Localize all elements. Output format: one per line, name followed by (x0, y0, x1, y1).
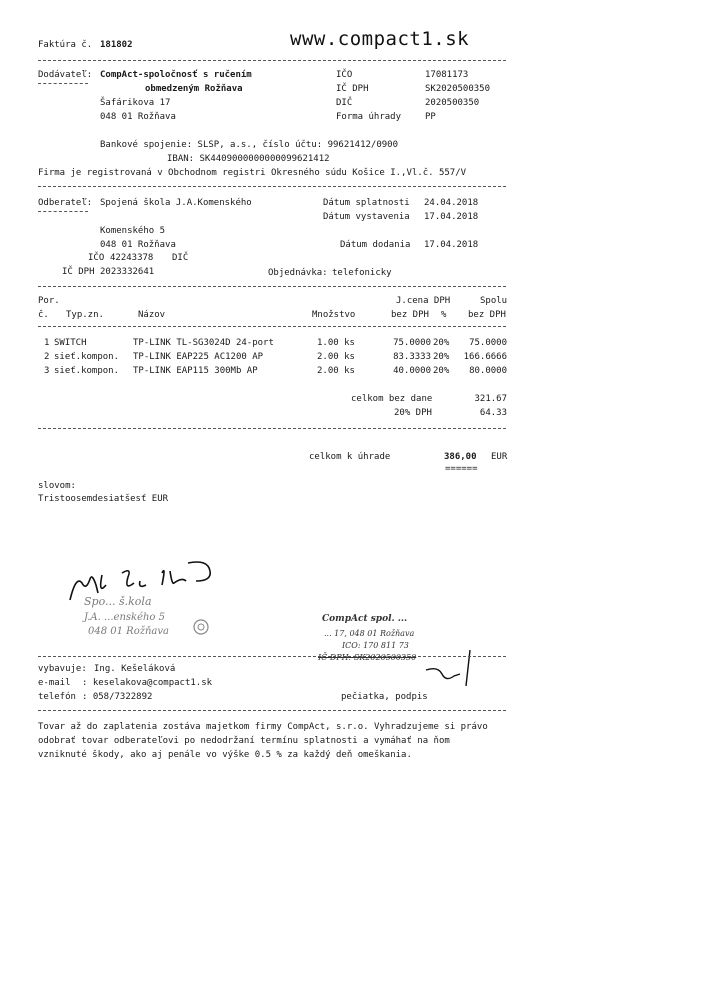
supplier-name-1: CompAct-spoločnosť s ručením (100, 70, 252, 80)
customer-name: Spojená škola J.A.Komenského (100, 198, 252, 208)
school-stamp-line3: 048 01 Rožňava (88, 626, 170, 637)
total-due-value: 386,00 (444, 452, 477, 462)
delivery-date: 17.04.2018 (424, 240, 479, 250)
footer-line-1: Tovar až do zaplatenia zostáva majetkom firmy CompAct, s.r.o. Vyhradzujeme si právo (38, 722, 488, 732)
email-value: : keselakova@compact1.sk (82, 678, 213, 688)
row-total: 75.0000 (469, 338, 507, 348)
col-header-name: Názov (138, 310, 166, 320)
school-stamp-line2: J.A. ...enského 5 (84, 612, 165, 623)
row-qty: 2.00 ks (317, 352, 355, 362)
due-date-label: Dátum splatnosti (323, 198, 410, 208)
col-header-price-2: bez DPH (391, 310, 429, 320)
delivery-date-label: Dátum dodania (340, 240, 411, 250)
issued-by-label: vybavuje: (38, 664, 87, 674)
col-header-total-2: bez DPH (468, 310, 506, 320)
payment-label: Forma úhrady (336, 112, 402, 122)
words-label: slovom: (38, 481, 76, 491)
row-vat: 20% (433, 338, 450, 348)
row-vat: 20% (433, 366, 450, 376)
invoice-number: 181802 (100, 40, 133, 50)
divider (38, 186, 506, 187)
vat-value: 64.33 (479, 408, 507, 418)
row-qty: 1.00 ks (317, 338, 355, 348)
bank-line: Bankové spojenie: SLSP, a.s., číslo účtu: 99621412/0900 (100, 140, 399, 150)
stamp-signature-label: pečiatka, podpis (341, 692, 428, 702)
signature-supplier (420, 648, 480, 688)
row-type: SWITCH (54, 338, 87, 348)
phone-value: : 058/7322892 (82, 692, 153, 702)
customer-ico-label: IČO (88, 253, 105, 263)
supplier-dic: 2020500350 (425, 98, 480, 108)
col-header-por: Por. (38, 296, 60, 306)
row-no: 1 (44, 338, 50, 348)
company-stamp-line3: ICO: 170 811 73 (342, 641, 409, 650)
col-header-c: č. (38, 310, 49, 320)
total-underline: ====== (445, 464, 478, 474)
divider (38, 83, 88, 84)
net-label: celkom bez dane (351, 394, 433, 404)
row-name: TP-LINK EAP115 300Mb AP (133, 366, 258, 376)
row-price: 40.0000 (393, 366, 431, 376)
footer-line-3: vzniknuté škody, ako aj penále vo výške 0.5 % za každý deň omeškania. (38, 750, 412, 760)
customer-icdph: 2023332641 (100, 267, 155, 277)
row-type: sieť.kompon. (54, 366, 120, 376)
row-total: 166.6666 (463, 352, 507, 362)
stamp-seal-icon (192, 618, 210, 636)
supplier-city: 048 01 Rožňava (100, 112, 176, 122)
supplier-icdph-label: IČ DPH (336, 84, 369, 94)
iban-line: IBAN: SK4409000000000099621412 (167, 154, 330, 164)
row-no: 2 (44, 352, 50, 362)
supplier-name-2: obmedzeným Rožňava (145, 84, 243, 94)
email-label: e-mail (38, 678, 71, 688)
supplier-dic-label: DIČ (336, 98, 353, 108)
row-no: 3 (44, 366, 50, 376)
customer-city: 048 01 Rožňava (100, 240, 176, 250)
supplier-icdph: SK2020500350 (425, 84, 491, 94)
row-total: 80.0000 (469, 366, 507, 376)
payment-value: PP (425, 112, 436, 122)
total-due-label: celkom k úhrade (309, 452, 391, 462)
col-header-pct: % (441, 310, 447, 320)
col-header-qty: Množstvo (312, 310, 356, 320)
school-stamp-line1: Spo... š.kola (84, 595, 152, 608)
order-label: Objednávka: (268, 268, 328, 278)
row-price: 75.0000 (393, 338, 431, 348)
issue-date-label: Dátum vystavenia (323, 212, 410, 222)
words-value: Tristoosemdesiatšesť EUR (38, 494, 169, 504)
row-name: TP-LINK EAP225 AC1200 AP (133, 352, 264, 362)
divider (38, 326, 506, 327)
supplier-street: Šafárikova 17 (100, 98, 171, 108)
net-value: 321.67 (474, 394, 507, 404)
divider (38, 286, 506, 287)
customer-street: Komenského 5 (100, 226, 166, 236)
total-due-currency: EUR (491, 452, 508, 462)
row-name: TP-LINK TL-SG3024D 24-port (133, 338, 274, 348)
row-qty: 2.00 ks (317, 366, 355, 376)
supplier-ico: 17081173 (425, 70, 469, 80)
footer-line-2: odobrať tovar odberateľovi po nedodržaní termínu splatnosti a vymáhať na ňom (38, 736, 450, 746)
issued-by: Ing. Kešeláková (94, 664, 176, 674)
customer-icdph-label: IČ DPH (62, 267, 95, 277)
divider (38, 428, 506, 429)
col-header-type: Typ.zn. (66, 310, 104, 320)
customer-label: Odberateľ: (38, 198, 93, 208)
company-stamp-line2: ... 17, 048 01 Rožňava (324, 629, 415, 638)
row-type: sieť.kompon. (54, 352, 120, 362)
company-stamp-line4: IČ DPH: SK2020500350 (318, 653, 417, 662)
row-price: 83.3333 (393, 352, 431, 362)
divider (38, 211, 88, 212)
supplier-ico-label: IČO (336, 70, 353, 80)
divider (38, 656, 506, 657)
website: www.compact1.sk (290, 28, 470, 50)
col-header-total: Spolu (480, 296, 508, 306)
col-header-price: J.cena DPH (396, 296, 451, 306)
registry-line: Firma je registrovaná v Obchodnom registri Okresného súdu Košice I.,Vl.č. 557/V (38, 168, 467, 178)
supplier-label: Dodávateľ: (38, 70, 93, 80)
invoice-label: Faktúra č. (38, 40, 93, 50)
due-date: 24.04.2018 (424, 198, 479, 208)
customer-dic-label: DIČ (172, 253, 189, 263)
customer-ico: 42243378 (110, 253, 154, 263)
order-value: telefonicky (332, 268, 392, 278)
divider (38, 60, 506, 61)
company-stamp-line1: CompAct spol. ... (322, 614, 408, 624)
issue-date: 17.04.2018 (424, 212, 479, 222)
vat-label: 20% DPH (394, 408, 432, 418)
row-vat: 20% (433, 352, 450, 362)
divider (38, 710, 506, 711)
phone-label: telefón (38, 692, 76, 702)
